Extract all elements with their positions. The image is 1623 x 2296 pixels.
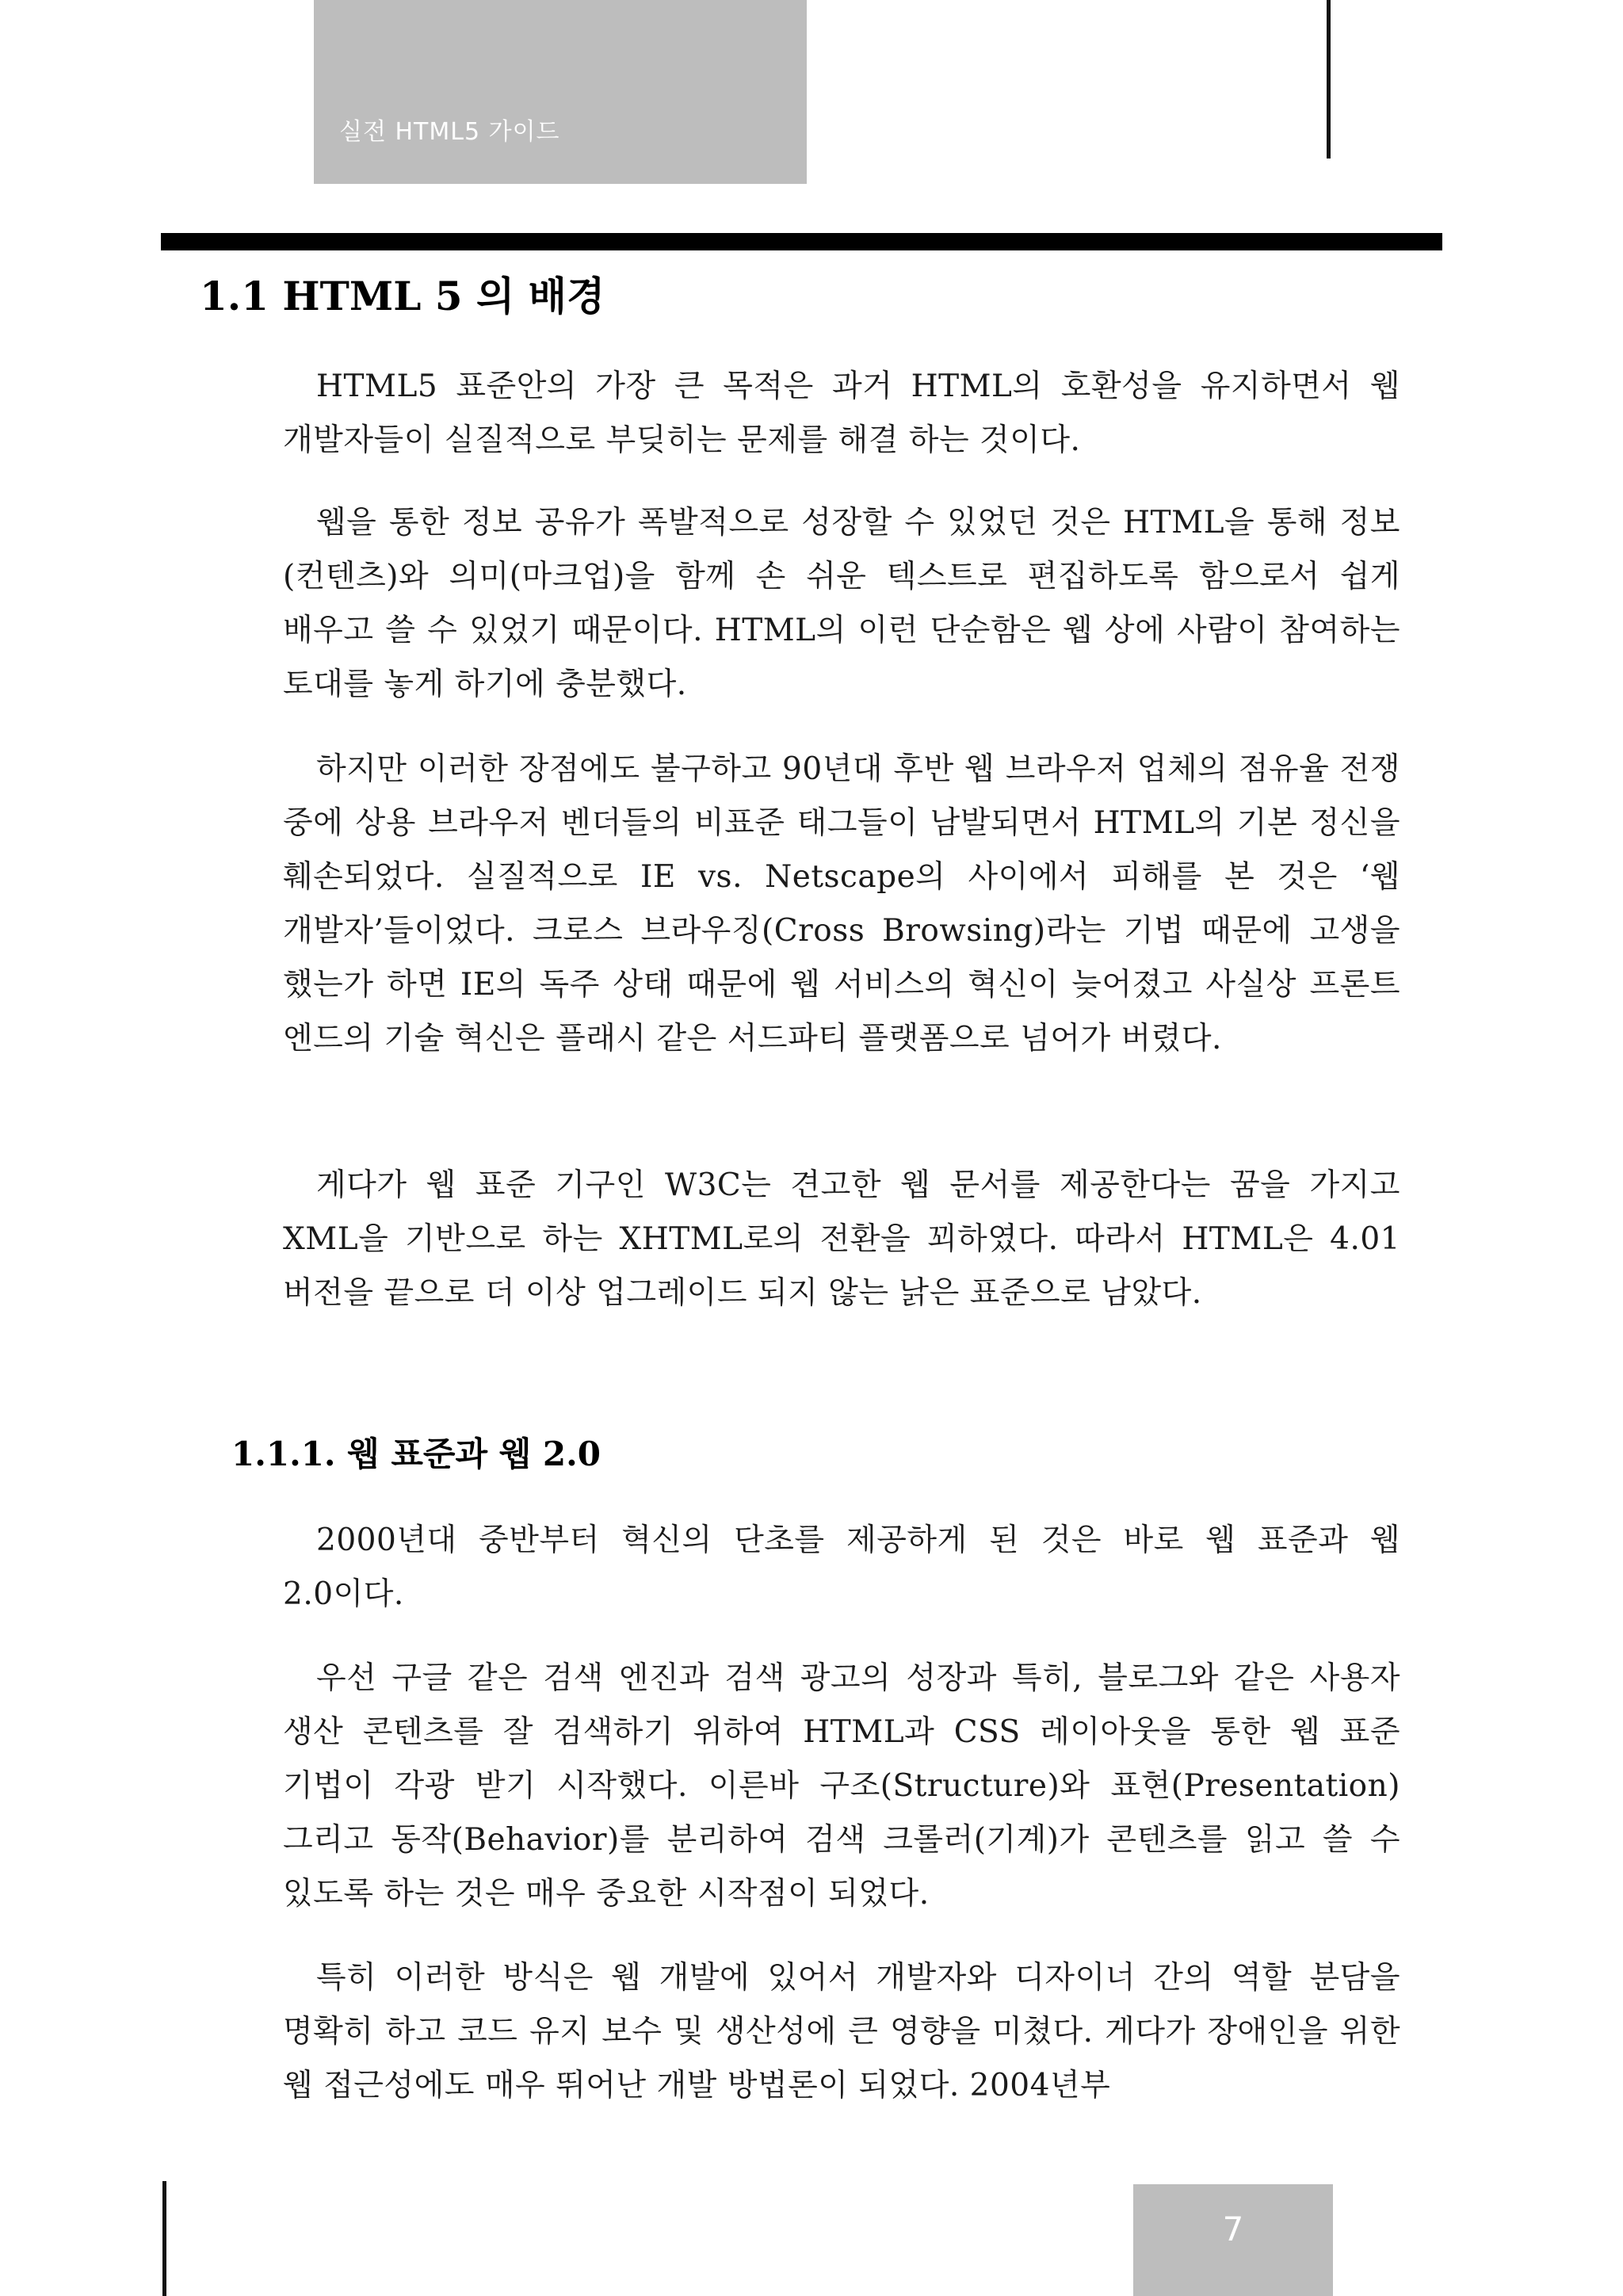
subsection-title: 1.1.1. 웹 표준과 웹 2.0 (231, 1435, 601, 1473)
top-rule (161, 233, 1442, 250)
body-paragraph: 2000년대 중반부터 혁신의 단초를 제공하게 된 것은 바로 웹 표준과 웹 2.0이다. (283, 1522, 1400, 1612)
footer-left-rule (162, 2181, 166, 2296)
section-title: 1.1 HTML 5 의 배경 (200, 273, 605, 319)
body-paragraph: 하지만 이러한 장점에도 불구하고 90년대 후반 웹 브라우저 업체의 점유율 전쟁 중에 상용 브라우저 벤더들의 비표준 태그들이 남발되면서 HTML의 기본 정신을 훼손되었다. 실질적으로 IE vs. Netscape의 사이에서 피해를 본 것은 ‘웹 개발자’들이었다. 크로스 브라우징(Cross Browsing)라는 기법 때문에 고생을 했는가 하면 IE의 독주 상태 때문에 웹 서비스의 혁신이 늦어졌고 사실상 프론트 엔드의 기술 혁신은 플래시 같은 서드파티 플랫폼으로 넘어가 버렸다. (283, 751, 1400, 1056)
page-number: 7 (1222, 2210, 1244, 2248)
body-paragraph: 게다가 웹 표준 기구인 W3C는 견고한 웹 문서를 제공한다는 꿈을 가지고 XML을 기반으로 하는 XHTML로의 전환을 꾀하였다. 따라서 HTML은 4.01 버전을 끝으로 더 이상 업그레이드 되지 않는 낡은 표준으로 남았다. (283, 1167, 1400, 1311)
header-tab (314, 0, 807, 184)
body-paragraph: 특히 이러한 방식은 웹 개발에 있어서 개발자와 디자이너 간의 역할 분담을 명확히 하고 코드 유지 보수 및 생산성에 큰 영향을 미쳤다. 게다가 장애인을 위한 웹 접근성에도 매우 뛰어난 개발 방법론이 되었다. 2004년부 (283, 1960, 1400, 2103)
header-right-rule (1327, 0, 1331, 159)
body-paragraph: HTML5 표준안의 가장 큰 목적은 과거 HTML의 호환성을 유지하면서 웹 개발자들이 실질적으로 부딪히는 문제를 해결 하는 것이다. (283, 369, 1400, 458)
body-paragraph: 우선 구글 같은 검색 엔진과 검색 광고의 성장과 특히, 블로그와 같은 사용자 생산 콘텐츠를 잘 검색하기 위하여 HTML과 CSS 레이아웃을 통한 웹 표준 기법이 각광 받기 시작했다. 이른바 구조(Structure)와 표현(Presentation) 그리고 동작(Behavior)를 분리하여 검색 크롤러(기계)가 콘텐츠를 읽고 쓸 수 있도록 하는 것은 매우 중요한 시작점이 되었다. (283, 1660, 1401, 1912)
running-header-title: 실전 HTML5 가이드 (339, 118, 560, 146)
body-paragraph: 웹을 통한 정보 공유가 폭발적으로 성장할 수 있었던 것은 HTML을 통해 정보(컨텐츠)와 의미(마크업)을 함께 손 쉬운 텍스트로 편집하도록 함으로서 쉽게 배우고 쓸 수 있었기 때문이다. HTML의 이런 단순함은 웹 상에 사람이 참여하는 토대를 놓게 하기에 충분했다. (283, 505, 1400, 702)
